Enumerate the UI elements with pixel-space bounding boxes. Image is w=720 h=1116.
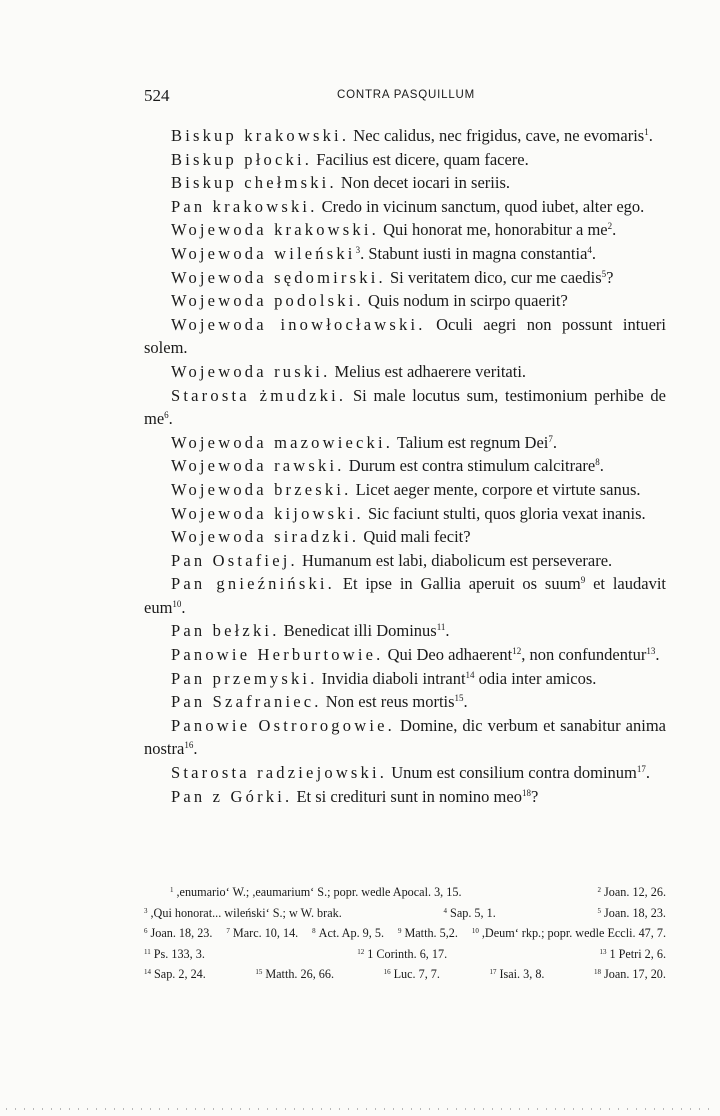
footnote-text: Joan. 17, 20. xyxy=(604,967,666,981)
note-ref: 3 xyxy=(355,244,361,255)
entry-text: . xyxy=(181,597,186,617)
dialogue-entry xyxy=(144,785,666,809)
speaker-name: Biskup chełmski. xyxy=(171,173,337,193)
body-text xyxy=(144,124,666,808)
entry-text: . xyxy=(552,432,558,452)
footnote-text: 1 Petri 2, 6. xyxy=(609,946,666,961)
footnote-text: Joan. 12, 26. xyxy=(604,885,666,899)
speaker-name: Pan z Górki. xyxy=(171,786,293,806)
footnote xyxy=(599,944,666,965)
footnote xyxy=(144,964,206,985)
entry-text: . xyxy=(193,739,198,759)
speaker-name: Biskup krakowski. xyxy=(171,126,350,145)
footnote xyxy=(444,903,496,924)
dialogue-entry xyxy=(144,289,666,313)
entry-text: ? xyxy=(606,267,614,287)
entry-text: Domine, dic verbum et sanabitur anima nostra xyxy=(144,715,666,759)
speaker-name: Pan Ostafiej. xyxy=(171,550,298,570)
page-number: 524 xyxy=(144,86,170,105)
entry-text: Non est reus mortis xyxy=(321,692,455,712)
footnotes xyxy=(144,882,666,985)
speaker-name: Pan Szafraniec. xyxy=(171,692,322,712)
footnote-number: 2 xyxy=(597,886,602,894)
footnote xyxy=(144,944,205,965)
entry-text: Si veritatem dico, cur me caedis xyxy=(385,267,602,287)
speaker-name: Wojewoda ruski. xyxy=(171,361,331,381)
dialogue-entry xyxy=(144,478,666,502)
entry-text: Si male locutus sum, testimonium perhibe de me xyxy=(144,385,667,429)
dialogue-entry xyxy=(144,643,666,667)
note-ref: 8 xyxy=(595,457,600,468)
dialogue-entry xyxy=(144,384,666,431)
footnote xyxy=(312,923,384,944)
footnote xyxy=(489,964,544,985)
footnote-text: Act. Ap. 9, 5. xyxy=(318,926,384,940)
footnote-number: 18 xyxy=(594,968,601,976)
footnote-number: 16 xyxy=(383,968,391,976)
dialogue-entry xyxy=(144,266,666,290)
footnote xyxy=(598,903,666,924)
dialogue-entry xyxy=(144,148,666,172)
footnote-text: Luc. 7, 7. xyxy=(393,967,440,981)
speaker-name: Pan krakowski. xyxy=(171,196,318,216)
footnote-line xyxy=(144,964,666,985)
speaker-name: Wojewoda mazowiecki. xyxy=(171,432,394,452)
dialogue-entry xyxy=(144,454,666,478)
entry-text: . Stabunt iusti in magna constantia xyxy=(360,243,588,263)
note-ref: 2 xyxy=(607,221,613,232)
footnote-line xyxy=(144,882,666,903)
dialogue-entry xyxy=(144,502,666,526)
dialogue-entry xyxy=(144,572,666,619)
footnote-text: Sap. 2, 24. xyxy=(154,967,206,981)
entry-text: Non decet iocari in seriis. xyxy=(336,173,510,193)
dialogue-entry xyxy=(144,690,666,714)
footnote-text: ,Qui honorat... wileński‘ S.; w W. brak. xyxy=(150,905,342,920)
entry-text: . xyxy=(599,456,604,476)
note-ref: 14 xyxy=(465,669,475,680)
entry-text: ? xyxy=(530,786,539,806)
entry-text: odia inter amicos. xyxy=(474,668,597,688)
dialogue-entry xyxy=(144,549,666,573)
speaker-name: Wojewoda brzeski. xyxy=(171,479,352,499)
note-ref: 10 xyxy=(172,598,182,609)
entry-text: Et si credituri sunt in nomino meo xyxy=(292,786,522,806)
dialogue-entry xyxy=(144,124,666,148)
footnote xyxy=(226,923,298,944)
dialogue-entry xyxy=(144,761,666,785)
speaker-name: Starosta żmudzki. xyxy=(171,385,347,405)
footnote-number: 8 xyxy=(312,927,316,935)
entry-text: Nec calidus, nec frigidus, cave, ne evomaris xyxy=(349,126,645,145)
footnote-number: 15 xyxy=(255,968,263,976)
entry-text: Sic faciunt stulti, quos gloria vexat inanis. xyxy=(363,503,646,523)
speaker-name: Wojewoda kijowski. xyxy=(171,503,364,523)
note-ref: 18 xyxy=(521,787,531,798)
speaker-name: Wojewoda krakowski. xyxy=(171,220,379,240)
entry-text: . xyxy=(168,409,173,429)
entry-text: . xyxy=(612,220,617,240)
entry-text: Melius est adhaerere veritati. xyxy=(330,361,527,381)
entry-text: . xyxy=(591,243,597,263)
speaker-name: Wojewoda wileński xyxy=(171,243,356,263)
footnote-number: 12 xyxy=(357,947,365,956)
footnote xyxy=(357,944,447,965)
speaker-name: Biskup płocki. xyxy=(171,149,313,169)
entry-text: Credo in vicinum sanctum, quod iubet, alter ego. xyxy=(317,196,645,216)
entry-text: Qui honorat me, honorabitur a me xyxy=(378,220,608,240)
footnote xyxy=(255,964,334,985)
entry-text: . xyxy=(445,621,450,641)
running-title: CONTRA PASQUILLUM xyxy=(337,89,475,101)
speaker-name: Wojewoda siradzki. xyxy=(171,527,360,547)
dialogue-entry xyxy=(144,313,666,360)
footnote-line xyxy=(144,944,666,965)
footnote-number: 5 xyxy=(597,906,602,915)
note-ref: 15 xyxy=(454,693,464,704)
entry-text: , non confundentur xyxy=(521,645,647,665)
footnote xyxy=(170,882,462,903)
note-ref: 9 xyxy=(580,575,586,586)
entry-text: . xyxy=(655,645,660,665)
dialogue-entry xyxy=(144,714,666,761)
entry-text: Qui Deo adhaerent xyxy=(383,645,513,665)
dialogue-entry xyxy=(144,218,666,242)
speaker-name: Wojewoda podolski. xyxy=(171,291,364,311)
note-ref: 6 xyxy=(164,410,169,421)
dialogue-entry xyxy=(144,431,666,455)
footnote-number: 4 xyxy=(443,906,448,915)
footnote xyxy=(144,903,342,924)
speaker-name: Pan przemyski. xyxy=(171,668,318,688)
entry-text: Facilius est dicere, quam facere. xyxy=(312,149,529,169)
entry-text: Unum est consilium contra dominum xyxy=(387,763,637,783)
note-ref: 13 xyxy=(646,646,656,657)
entry-text: . xyxy=(648,126,653,145)
entry-text: Quis nodum in scirpo quaerit? xyxy=(363,291,568,311)
dialogue-entry xyxy=(144,525,666,549)
footnote-number: 3 xyxy=(144,906,148,915)
footnote-line xyxy=(144,923,666,944)
footnote xyxy=(144,923,212,944)
footnote-text: ,Deum‘ rkp.; popr. wedle Eccli. 47, 7. xyxy=(481,926,666,940)
dialogue-entry xyxy=(144,619,666,643)
speaker-name: Wojewoda inowłocławski. xyxy=(171,314,426,334)
footnote-text: Marc. 10, 14. xyxy=(232,926,299,940)
footnote-number: 1 xyxy=(170,886,174,894)
footnote-number: 9 xyxy=(397,927,402,935)
speaker-name: Wojewoda sędomirski. xyxy=(171,267,386,287)
note-ref: 7 xyxy=(548,433,553,444)
speaker-name: Wojewoda rawski. xyxy=(171,456,345,476)
footnote-text: ,enumario‘ W.; ,eaumarium‘ S.; popr. wedle Apocal. 3, 15. xyxy=(176,885,462,899)
footnote-text: Matth. 5,2. xyxy=(404,926,458,940)
dialogue-entry xyxy=(144,667,666,691)
footnote-number: 17 xyxy=(489,968,497,976)
entry-text: Benedicat illi Dominus xyxy=(279,621,437,641)
dialogue-entry xyxy=(144,195,666,219)
footnote-text: Matth. 26, 66. xyxy=(265,967,335,981)
entry-text: Durum est contra stimulum calcitrare xyxy=(344,456,596,476)
note-ref: 12 xyxy=(512,646,522,657)
entry-text: Et ipse in Gallia aperuit os suum xyxy=(335,574,581,594)
footnote xyxy=(384,964,440,985)
dialogue-entry xyxy=(144,171,666,195)
entry-text: Humanum est labi, diabolicum est perseverare. xyxy=(297,550,613,570)
entry-text: Oculi aegri non possunt intueri solem. xyxy=(144,314,666,358)
note-ref: 11 xyxy=(436,622,446,633)
entry-text: Talium est regnum Dei xyxy=(393,432,549,452)
note-ref: 5 xyxy=(601,268,607,279)
footnote-number: 7 xyxy=(226,927,230,935)
footnote-number: 13 xyxy=(599,947,607,956)
note-ref: 1 xyxy=(644,127,649,137)
entry-text: Quid mali fecit? xyxy=(359,527,471,547)
footnote-number: 6 xyxy=(144,927,148,935)
speaker-name: Pan gnieźniński. xyxy=(171,574,336,594)
footnote-text: Joan. 18, 23. xyxy=(604,905,666,920)
dialogue-entry xyxy=(144,242,666,266)
speaker-name: Panowie Herburtowie. xyxy=(171,645,384,665)
footnote-number: 14 xyxy=(144,968,151,976)
footnote-number: 11 xyxy=(144,947,151,956)
note-ref: 4 xyxy=(587,244,592,255)
note-ref: 16 xyxy=(184,740,194,751)
footnote xyxy=(594,964,666,985)
entry-text: et laudavit eum xyxy=(144,574,666,617)
footnote-text: Ps. 133, 3. xyxy=(153,946,205,961)
speaker-name: Panowie Ostrorogowie. xyxy=(171,715,395,735)
footnote-text: Joan. 18, 23. xyxy=(150,926,213,940)
scan-edge-dots xyxy=(6,1108,714,1110)
footnote-text: 1 Corinth. 6, 17. xyxy=(367,946,448,961)
speaker-name: Starosta radziejowski. xyxy=(171,763,388,783)
note-ref: 17 xyxy=(636,764,646,775)
footnote-text: Sap. 5, 1. xyxy=(450,905,496,920)
footnote-text: Isai. 3, 8. xyxy=(499,967,545,981)
entry-text: Invidia diaboli intrant xyxy=(317,668,466,688)
footnote xyxy=(398,923,458,944)
entry-text: . xyxy=(463,692,468,712)
speaker-name: Pan bełzki. xyxy=(171,621,280,641)
footnote-line xyxy=(144,903,666,924)
footnote-number: 10 xyxy=(471,927,479,935)
entry-text: Licet aeger mente, corpore et virtute sanus. xyxy=(351,479,641,499)
footnote xyxy=(472,923,666,944)
running-head xyxy=(144,86,668,108)
entry-text: . xyxy=(645,763,651,783)
dialogue-entry xyxy=(144,360,666,384)
footnote xyxy=(598,882,666,903)
